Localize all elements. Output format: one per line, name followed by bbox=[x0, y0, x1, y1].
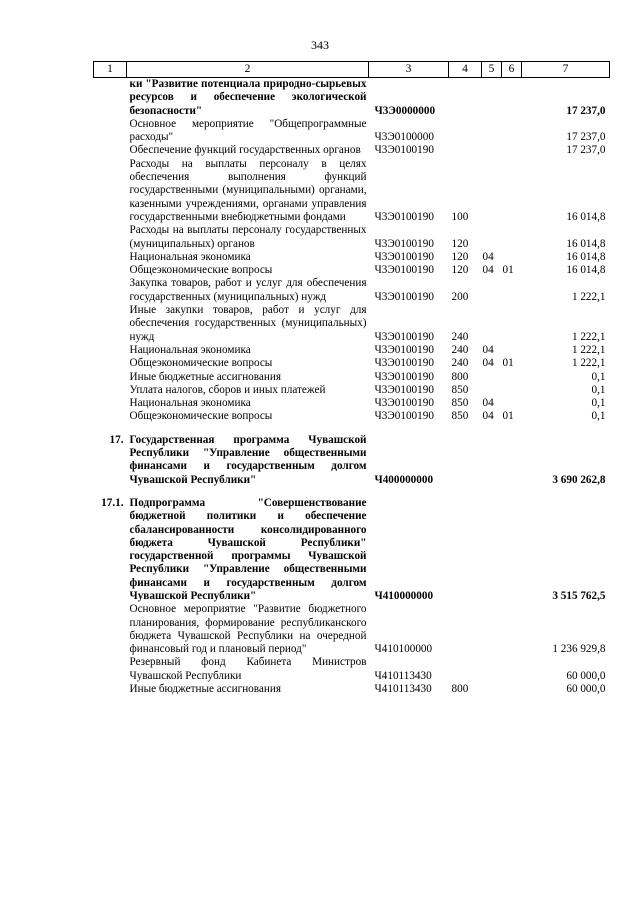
amount: 1 222,1 bbox=[571, 330, 606, 343]
row-name: Иные закупки товаров, работ и услуг для обеспечения государственных (муниципальных) нужд bbox=[129, 304, 367, 343]
subsection-code bbox=[502, 397, 522, 410]
expense-type bbox=[449, 78, 482, 118]
expense-type: 850 bbox=[451, 383, 469, 396]
budget-table bbox=[93, 61, 610, 696]
amount: 17 237,0 bbox=[566, 144, 606, 157]
row-number bbox=[94, 251, 127, 264]
amount: 1 222,1 bbox=[571, 290, 606, 303]
row-name: Уплата налогов, сборов и иных платежей bbox=[129, 383, 326, 396]
target-code: Ч3Э0100190 bbox=[374, 210, 434, 223]
row-number bbox=[94, 384, 127, 397]
amount: 1 236 929,8 bbox=[552, 643, 606, 656]
target-code: Ч3Э0100190 bbox=[374, 357, 434, 370]
row-number bbox=[94, 224, 127, 251]
section-code bbox=[482, 277, 502, 304]
row-number bbox=[94, 304, 127, 344]
row-name: Закупка товаров, работ и услуг для обеспечения государственных (муниципальных) нужд bbox=[129, 277, 367, 303]
section-code: 04 bbox=[482, 397, 494, 410]
table-row bbox=[94, 344, 610, 357]
amount: 0,1 bbox=[591, 410, 606, 423]
row-number bbox=[94, 371, 127, 384]
table-row bbox=[94, 144, 610, 157]
row-name: Расходы на выплаты персоналу в целях обеспечения выполнения функций государственными (муниципальными) органами, казенными учреждениями, органами управления государственными внебюджетными фондами bbox=[129, 157, 367, 223]
section-code bbox=[482, 487, 502, 603]
section-code: 04 bbox=[482, 250, 494, 263]
header-col-3: 3 bbox=[369, 62, 449, 78]
section-code bbox=[482, 224, 502, 251]
row-name: Расходы на выплаты персоналу государственных (муниципальных) органов bbox=[129, 224, 367, 250]
target-code: Ч410113430 bbox=[374, 683, 432, 696]
row-number bbox=[94, 357, 127, 370]
amount: 16 014,8 bbox=[566, 210, 606, 223]
subsection-code bbox=[502, 144, 522, 157]
expense-type bbox=[449, 656, 482, 683]
row-number bbox=[94, 344, 127, 357]
row-name: Национальная экономика bbox=[129, 397, 251, 410]
table-row bbox=[94, 683, 610, 696]
amount: 17 237,0 bbox=[566, 104, 606, 117]
target-code: Ч3Э0100190 bbox=[374, 383, 434, 396]
amount: 60 000,0 bbox=[566, 683, 606, 696]
table-row bbox=[94, 304, 610, 344]
expense-type: 850 bbox=[451, 397, 469, 410]
row-number bbox=[94, 144, 127, 157]
table-row bbox=[94, 277, 610, 304]
table-row bbox=[94, 424, 610, 487]
row-name: Национальная экономика bbox=[129, 343, 251, 356]
expense-type: 240 bbox=[451, 343, 469, 356]
row-number: 17. bbox=[109, 433, 124, 446]
page-number: 343 bbox=[311, 38, 329, 52]
table-row bbox=[94, 251, 610, 264]
row-name: Государственная программа Чувашской Республики "Управление общественными финансами и государственным долгом Чувашской Республики" bbox=[129, 433, 367, 486]
section-code bbox=[482, 78, 502, 118]
section-code bbox=[482, 384, 502, 397]
row-number bbox=[94, 656, 127, 683]
section-code bbox=[482, 656, 502, 683]
expense-type: 800 bbox=[451, 683, 469, 696]
subsection-code: 01 bbox=[502, 357, 514, 370]
table-row bbox=[94, 118, 610, 145]
section-code bbox=[482, 144, 502, 157]
header-col-6: 6 bbox=[502, 62, 522, 78]
section-code bbox=[482, 158, 502, 224]
table-body bbox=[94, 78, 610, 697]
row-number bbox=[94, 683, 127, 696]
row-name: Иные бюджетные ассигнования bbox=[129, 370, 281, 383]
row-number bbox=[94, 397, 127, 410]
section-code: 04 bbox=[482, 410, 494, 423]
header-col-5: 5 bbox=[482, 62, 502, 78]
subsection-code bbox=[502, 158, 522, 224]
subsection-code bbox=[502, 487, 522, 603]
target-code: Ч410000000 bbox=[374, 589, 434, 602]
row-number bbox=[94, 118, 127, 145]
amount: 1 222,1 bbox=[571, 343, 606, 356]
section-code bbox=[482, 118, 502, 145]
subsection-code bbox=[502, 344, 522, 357]
expense-type bbox=[449, 144, 482, 157]
target-code: Ч3Э0100190 bbox=[374, 397, 434, 410]
row-name: Основное мероприятие "Общепрограммные расходы" bbox=[129, 117, 367, 144]
subsection-code bbox=[502, 118, 522, 145]
row-name: Резервный фонд Кабинета Министров Чувашской Республики bbox=[129, 656, 367, 682]
target-code: Ч3Э0100190 bbox=[374, 410, 434, 423]
section-code bbox=[482, 603, 502, 656]
expense-type: 120 bbox=[451, 250, 469, 263]
section-code: 04 bbox=[482, 264, 494, 277]
subsection-code bbox=[502, 683, 522, 696]
subsection-code bbox=[502, 224, 522, 251]
row-name: Обеспечение функций государственных органов bbox=[129, 144, 361, 157]
table-row bbox=[94, 384, 610, 397]
table-row bbox=[94, 264, 610, 277]
subsection-code bbox=[502, 424, 522, 487]
row-name: Общеэкономические вопросы bbox=[129, 264, 273, 277]
amount: 0,1 bbox=[591, 370, 606, 383]
header-col-1: 1 bbox=[94, 62, 127, 78]
amount: 16 014,8 bbox=[566, 250, 606, 263]
target-code: Ч3Э0100190 bbox=[374, 330, 434, 343]
expense-type: 120 bbox=[451, 264, 469, 277]
target-code: Ч3Э0100190 bbox=[374, 264, 434, 277]
target-code: Ч3Э0100190 bbox=[374, 343, 434, 356]
expense-type: 800 bbox=[451, 370, 469, 383]
row-name: Общеэкономические вопросы bbox=[129, 357, 273, 370]
target-code: Ч3Э0100000 bbox=[374, 131, 434, 144]
amount: 16 014,8 bbox=[566, 264, 606, 277]
header-col-7: 7 bbox=[522, 62, 610, 78]
subsection-code bbox=[502, 277, 522, 304]
subsection-code bbox=[502, 371, 522, 384]
target-code: Ч3Э0100190 bbox=[374, 250, 434, 263]
target-code: Ч3Э0100190 bbox=[374, 144, 434, 157]
subsection-code bbox=[502, 384, 522, 397]
expense-type: 120 bbox=[451, 237, 469, 250]
target-code: Ч3Э0100190 bbox=[374, 237, 434, 250]
subsection-code: 01 bbox=[502, 264, 514, 277]
expense-type bbox=[449, 424, 482, 487]
amount: 60 000,0 bbox=[566, 669, 606, 682]
row-number bbox=[94, 158, 127, 224]
row-name: ки "Развитие потенциала природно-сырьевых ресурсов и обеспечение экологической безопасности" bbox=[129, 78, 367, 117]
expense-type: 240 bbox=[451, 330, 469, 343]
target-code: Ч3Э0100190 bbox=[374, 370, 434, 383]
expense-type: 200 bbox=[451, 290, 469, 303]
row-number bbox=[94, 410, 127, 423]
subsection-code bbox=[502, 656, 522, 683]
target-code: Ч3Э0100190 bbox=[374, 290, 434, 303]
expense-type bbox=[449, 487, 482, 603]
section-code bbox=[482, 683, 502, 696]
table-row bbox=[94, 78, 610, 118]
subsection-code bbox=[502, 603, 522, 656]
row-name: Основное мероприятие "Развитие бюджетного планирования, формирование республиканского бюджета Чувашской Республики на очередной финансовый год и плановый период" bbox=[129, 603, 367, 656]
row-name: Национальная экономика bbox=[129, 250, 251, 263]
amount: 0,1 bbox=[591, 383, 606, 396]
subsection-code bbox=[502, 78, 522, 118]
subsection-code bbox=[502, 251, 522, 264]
expense-type: 100 bbox=[451, 210, 469, 223]
section-code bbox=[482, 424, 502, 487]
header-col-4: 4 bbox=[449, 62, 482, 78]
target-code: Ч400000000 bbox=[374, 473, 434, 486]
expense-type bbox=[449, 603, 482, 656]
expense-type bbox=[449, 118, 482, 145]
amount: 3 515 762,5 bbox=[552, 589, 606, 602]
row-number bbox=[94, 277, 127, 304]
amount: 17 237,0 bbox=[566, 131, 606, 144]
target-code: Ч410113430 bbox=[374, 669, 432, 682]
amount: 16 014,8 bbox=[566, 237, 606, 250]
table-row bbox=[94, 371, 610, 384]
row-number bbox=[94, 78, 127, 118]
table-row bbox=[94, 410, 610, 423]
amount: 1 222,1 bbox=[571, 357, 606, 370]
table-row bbox=[94, 656, 610, 683]
section-code bbox=[482, 371, 502, 384]
amount: 0,1 bbox=[591, 397, 606, 410]
row-number bbox=[94, 603, 127, 656]
header-row bbox=[94, 62, 610, 78]
row-number bbox=[94, 264, 127, 277]
expense-type: 240 bbox=[451, 357, 469, 370]
section-code bbox=[482, 304, 502, 344]
row-name: Иные бюджетные ассигнования bbox=[129, 683, 281, 696]
expense-type: 850 bbox=[451, 410, 469, 423]
amount: 3 690 262,8 bbox=[552, 473, 606, 486]
row-number: 17.1. bbox=[101, 496, 124, 509]
header-col-2: 2 bbox=[127, 62, 369, 78]
target-code: Ч3Э0000000 bbox=[374, 104, 436, 117]
section-code: 04 bbox=[482, 343, 494, 356]
target-code: Ч410100000 bbox=[374, 643, 433, 656]
table-row bbox=[94, 158, 610, 224]
table-row bbox=[94, 603, 610, 656]
subsection-code: 01 bbox=[502, 410, 514, 423]
section-code: 04 bbox=[482, 357, 494, 370]
table-row bbox=[94, 487, 610, 603]
table-row bbox=[94, 357, 610, 370]
subsection-code bbox=[502, 304, 522, 344]
table-row bbox=[94, 224, 610, 251]
table-row bbox=[94, 397, 610, 410]
row-name: Подпрограмма "Совершенствование бюджетной политики и обеспечение сбалансированности консолидированного бюджета Чувашской Республики" государственной программы Чувашской Республики "Управление общественными финансами и государственным долгом Чувашской Республики" bbox=[129, 496, 367, 602]
row-name: Общеэкономические вопросы bbox=[129, 410, 273, 423]
